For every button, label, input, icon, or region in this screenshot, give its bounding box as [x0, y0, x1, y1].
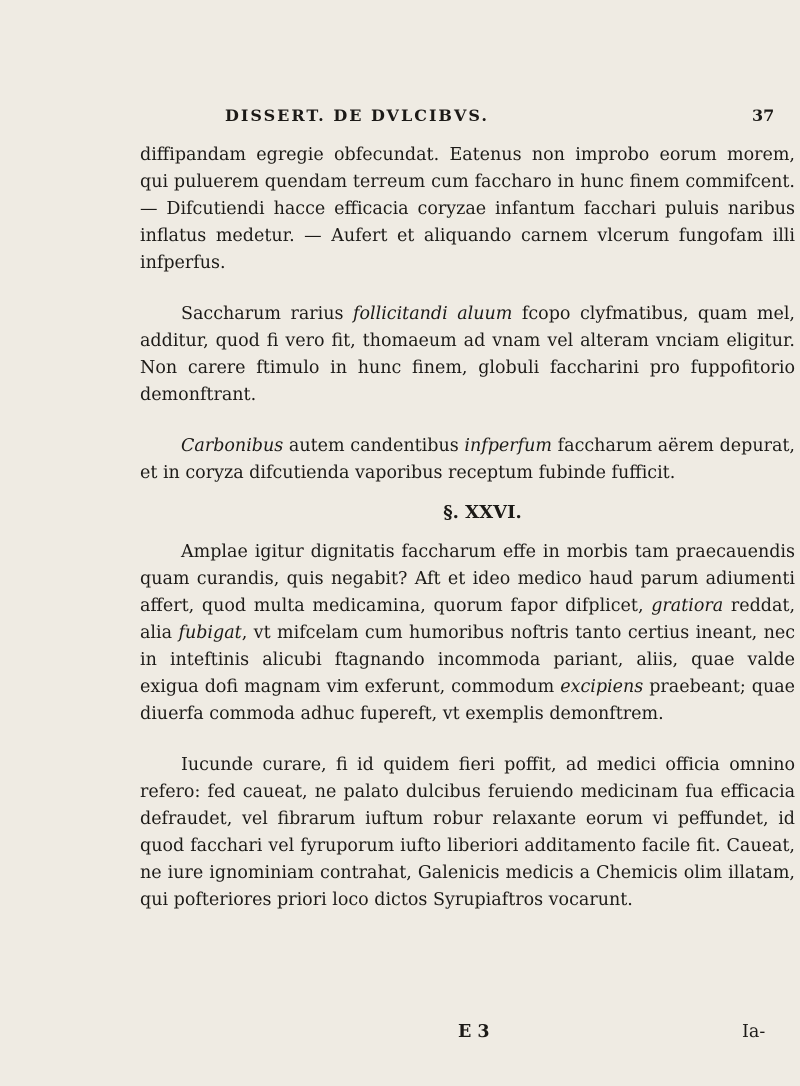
section-gap [140, 487, 795, 499]
italic-segment: fubigat [178, 623, 242, 643]
paragraph [140, 539, 795, 728]
paragraph [140, 752, 795, 914]
running-head: DISSERT. DE DVLCIBVS. [225, 106, 489, 125]
text-segment: faccharum aërem depurat, et in coryza difcutienda vaporibus receptum fubinde fufficit. [140, 436, 795, 483]
italic-segment: gratiora [651, 596, 724, 616]
text-segment: reddat, alia [140, 596, 796, 643]
text-segment: Amplae igitur dignitatis faccharum effe in morbis tam praecauendis quam curandis, quis negabit? Aft et ideo medico haud parum adiumenti affert, quod multa medicamina, quorum fapor difplicet, [140, 542, 795, 616]
body-text [140, 142, 795, 914]
paragraph [140, 433, 795, 487]
italic-segment: follicitandi aluum [352, 304, 513, 324]
paragraph-gap [140, 728, 795, 752]
text-segment: praebeant; quae diuerfa commoda adhuc fupereft, vt exemplis demonftrem. [140, 677, 796, 724]
text-segment: diffipandam egregie obfecundat. Eatenus non improbo eorum morem, qui puluerem quendam terreum cum faccharo in hunc finem commifcent. — Difcutiendi hacce efficacia coryzae infantum facchari puluis naribus inflatus medetur. — Aufert et aliquando carnem vlcerum fungofam illi infperfus. [140, 145, 795, 273]
page-header [0, 106, 800, 130]
paragraph [140, 301, 795, 409]
paragraph [140, 142, 795, 277]
section-gap [140, 527, 795, 539]
page-footer [0, 1022, 800, 1048]
catchword: Ia- [742, 1022, 766, 1042]
section-heading: §. XXVI. [443, 502, 522, 523]
text-segment: fcopo clyfmatibus, quam mel, additur, quod fi vero fit, thomaeum ad vnam vel alteram vnciam eligitur. Non carere ftimulo in hunc finem, globuli faccharini pro fuppofitorio demonftrant. [140, 304, 795, 405]
paragraph-gap [140, 277, 795, 301]
text-segment: autem candentibus [283, 436, 465, 456]
paragraph-gap [140, 409, 795, 433]
italic-segment: infperfum [464, 436, 552, 456]
text-segment: Saccharum rarius [181, 304, 353, 324]
italic-segment: Carbonibus [181, 436, 284, 456]
text-segment: , vt mifcelam cum humoribus noftris tanto certius ineant, nec in inteftinis alicubi ftagnando incommoda pariant, aliis, quae valde exigua dofi magnam vim exferunt, commodum [140, 623, 796, 697]
italic-segment: excipiens [560, 677, 644, 697]
signature-mark: E 3 [458, 1022, 490, 1042]
text-segment: Iucunde curare, fi id quidem fieri poffit, ad medici officia omnino refero: fed caueat, ne palato dulcibus feruiendo medicinam fua efficacia defraudet, vel fibrarum iuftum robur relaxante eorum vi peffundet, id quod facchari vel fyruporum iufto liberiori additamento facile fit. Caueat, ne iure ignominiam contrahat, Galenicis medicis a Chemicis olim illatam, qui pofteriores priori loco dictos Syrupiaftros vocarunt. [140, 755, 795, 910]
page-number: 37 [752, 106, 775, 125]
